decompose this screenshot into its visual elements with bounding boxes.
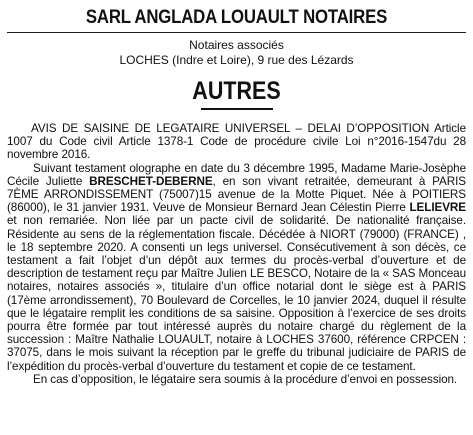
section-heading: AUTRES (192, 77, 281, 105)
legal-notice (0, 6, 473, 435)
notice-paragraph-opposition: En cas d’opposition, le légataire sera soumis à la procédure d’envoi en possession. (33, 372, 458, 386)
deceased-name: BRESCHET-DEBERNE (89, 174, 213, 188)
firm-subtitle: Notaires associés (189, 38, 284, 52)
firm-address: LOCHES (Indre et Loire), 9 rue des Lézards (119, 53, 354, 67)
spouse-name: LELIEVRE (409, 201, 466, 215)
notice-title-paragraph: AVIS DE SAISINE DE LEGATAIRE UNIVERSEL – DELAI D’OPPOSITION Article 1007 du Code civil Article 1378-1 Code de procédure civile Loi n°2016-1547du 28 novembre 2016. (7, 122, 466, 162)
p1-text-b: , en son vivant retraitée, demeurant à PARIS 7ÈME ARRONDISSEMENT (75007)15 avenue de la Motte Piquet. Née à POITIERS (86000), le 31 janvier 1931. Veuve de Monsieur Bernard Jean Célestin Pierre (7, 174, 466, 215)
p1-text-c: et non remariée. Non liée par un pacte civil de solidarité. De nationalité française. Résidente au sens de la réglementation fiscale. Décédée à NIORT (79000) (FRANCE) , le 18 septembre 2020. A consenti un legs universel. Consécutivement à son décès, ce testament a fait l’objet d’un dépôt aux termes du procès-verbal d’ouverture et de description de testament reçu par Maître Julien LE BESCO, Notaire de la « SAS Monceau notaires, notaires associés », titulaire d’un office notarial dont le siège est à PARIS (17ème arrondissement), 70 Boulevard de Corcelles, le 10 janvier 2024, duquel il résulte que le légataire remplit les conditions de sa saisine. Opposition à l’exercice de ses droits pourra être formée par tout intéressé auprès du notaire chargé du règlement de la succession : Maître Nathalie LOUAULT, notaire à LOCHES 37600, référence CRPCEN : 37075, dans le mois suivant la réception par le greffe du tribunal judiciaire de PARIS de l’expédition du procès-verbal d’ouverture du testament et copie de ce testament. (7, 214, 466, 373)
section-underline (201, 108, 273, 110)
p1-text-a: Suivant testament olographe en date du 3 décembre 1995, Madame Marie-Josèphe Cécile Juliette (7, 161, 466, 188)
header-divider (7, 32, 466, 33)
notice-paragraph-testament (7, 162, 466, 373)
firm-name: SARL ANGLADA LOUAULT NOTAIRES (85, 6, 388, 28)
notice-body (7, 122, 466, 386)
